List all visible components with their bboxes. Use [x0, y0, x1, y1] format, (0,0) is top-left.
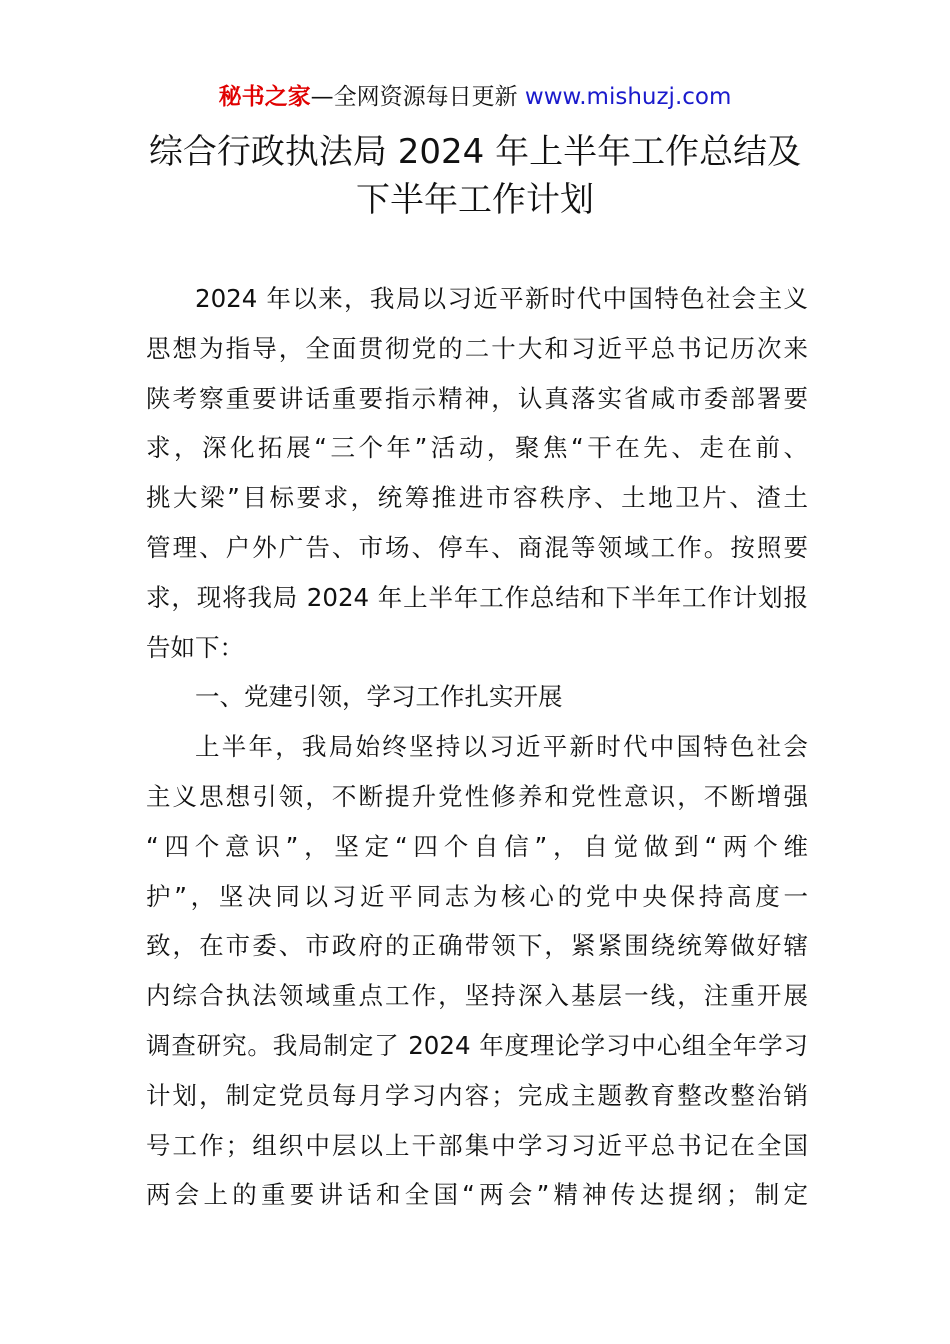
body-line: 两会上的重要讲话和全国“两会”精神传达提纲；制定	[146, 1180, 808, 1210]
body-line: 号工作；组织中层以上干部集中学习习近平总书记在全国	[146, 1130, 808, 1160]
body-line: 告如下：	[146, 632, 244, 662]
site-url-link[interactable]: www.mishuzj.com	[524, 84, 732, 110]
header-slogan: 全网资源每日更新	[333, 84, 518, 110]
body-line: 主义思想引领，不断提升党性修养和党性意识，不断增强	[146, 781, 808, 811]
site-header	[0, 80, 950, 114]
body-line: 2024 年以来，我局以习近平新时代中国特色社会主义	[195, 284, 808, 313]
body-line: 调查研究。我局制定了 2024 年度理论学习中心组全年学习	[146, 1030, 808, 1060]
body-line: “四个意识”，坚定“四个自信”，自觉做到“两个维	[146, 831, 808, 861]
body-line: 护”，坚决同以习近平同志为核心的党中央保持高度一	[146, 881, 808, 911]
body-line: 求，现将我局 2024 年上半年工作总结和下半年工作计划报	[146, 582, 808, 612]
document-body	[146, 274, 808, 1220]
body-line: 管理、户外广告、市场、停车、商混等领域工作。按照要	[146, 532, 808, 562]
body-line: 求，深化拓展“三个年”活动，聚焦“干在先、走在前、	[146, 433, 808, 463]
header-dash: —	[310, 84, 334, 110]
document-title	[120, 128, 830, 224]
body-line: 计划，制定党员每月学习内容；完成主题教育整改整治销	[146, 1080, 808, 1110]
body-line: 思想为指导，全面贯彻党的二十大和习近平总书记历次来	[146, 333, 808, 363]
body-line: 挑大梁”目标要求，统筹推进市容秩序、土地卫片、渣土	[146, 483, 808, 513]
body-line: 上半年，我局始终坚持以习近平新时代中国特色社会	[195, 732, 808, 762]
brand-name: 秘书之家	[218, 84, 311, 110]
body-line: 内综合执法领域重点工作，坚持深入基层一线，注重开展	[146, 981, 808, 1011]
title-line-1: 综合行政执法局 2024 年上半年工作总结及	[148, 132, 802, 172]
body-line: 致，在市委、市政府的正确带领下，紧紧围绕统筹做好辖	[146, 931, 808, 961]
body-line: 陕考察重要讲话重要指示精神，认真落实省咸市委部署要	[146, 383, 808, 413]
title-line-2: 下半年工作计划	[356, 180, 594, 220]
section-heading: 一、党建引领，学习工作扎实开展	[195, 682, 563, 712]
